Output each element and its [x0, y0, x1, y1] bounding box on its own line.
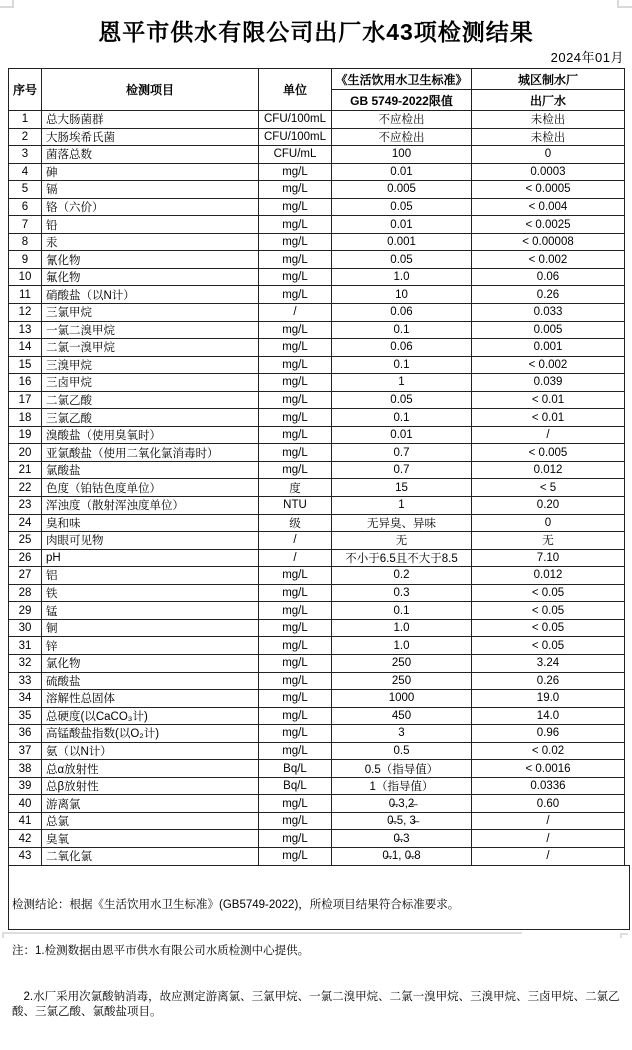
row-limit: 0.01: [332, 163, 472, 181]
row-value: 0.20: [472, 497, 625, 515]
row-value: 0.60: [472, 795, 625, 813]
table-row: [9, 584, 625, 602]
row-unit: mg/L: [259, 426, 332, 444]
row-no: 20: [9, 444, 42, 462]
row-no: 26: [9, 549, 42, 567]
header-item: 检测项目: [42, 69, 259, 111]
row-limit: 0.1: [332, 409, 472, 427]
table-row: [9, 111, 625, 129]
row-limit: 0.06: [332, 304, 472, 322]
row-value: < 0.002: [472, 251, 625, 269]
table-row: [9, 321, 625, 339]
row-item: 亚氯酸盐（使用二氧化氯消毒时）: [42, 444, 259, 462]
row-item: 臭氧: [42, 830, 259, 848]
table-row: [9, 742, 625, 760]
row-value: 3.24: [472, 654, 625, 672]
page-title: 恩平市供水有限公司出厂水43项检测结果: [98, 19, 534, 45]
row-no: 22: [9, 479, 42, 497]
header-limit-line1: 《生活饮用水卫生标准》: [332, 69, 472, 90]
row-limit: 0.3: [332, 584, 472, 602]
row-value: /: [472, 426, 625, 444]
row-unit: mg/L: [259, 391, 332, 409]
row-no: 14: [9, 339, 42, 357]
table-row: [9, 707, 625, 725]
row-limit: 1.0: [332, 637, 472, 655]
row-value: 无: [472, 532, 625, 550]
row-item: 铝: [42, 567, 259, 585]
row-unit: mg/L: [259, 251, 332, 269]
row-no: 6: [9, 198, 42, 216]
row-limit: 0.05: [332, 391, 472, 409]
row-value: 0.0336: [472, 777, 625, 795]
row-value: 0.001: [472, 339, 625, 357]
row-limit: 1.0: [332, 268, 472, 286]
table-row: [9, 356, 625, 374]
row-no: 10: [9, 268, 42, 286]
row-no: 19: [9, 426, 42, 444]
row-item: 三氯甲烷: [42, 304, 259, 322]
row-item: 铁: [42, 584, 259, 602]
table-row: [9, 163, 625, 181]
header-row-1: [9, 69, 625, 90]
row-unit: mg/L: [259, 268, 332, 286]
row-item: 三溴甲烷: [42, 356, 259, 374]
row-unit: 度: [259, 479, 332, 497]
row-item: 一氯二溴甲烷: [42, 321, 259, 339]
table-row: [9, 497, 625, 515]
row-no: 12: [9, 304, 42, 322]
row-limit: 250: [332, 654, 472, 672]
row-no: 29: [9, 602, 42, 620]
row-no: 18: [9, 409, 42, 427]
row-value: < 0.005: [472, 444, 625, 462]
row-no: 21: [9, 461, 42, 479]
row-limit: 1000: [332, 690, 472, 708]
row-value: < 0.05: [472, 637, 625, 655]
table-row: [9, 461, 625, 479]
header-plant-line1: 城区制水厂: [472, 69, 625, 90]
header-limit-line2: GB 5749-2022限值: [332, 90, 472, 111]
row-no: 16: [9, 374, 42, 392]
row-value: 0.0003: [472, 163, 625, 181]
table-row: [9, 479, 625, 497]
row-no: 36: [9, 725, 42, 743]
row-unit: mg/L: [259, 847, 332, 865]
row-limit: 1（指导值）: [332, 777, 472, 795]
row-limit: 0̶.3: [332, 830, 472, 848]
row-value: 19.0: [472, 690, 625, 708]
table-row: [9, 198, 625, 216]
row-no: 33: [9, 672, 42, 690]
row-unit: mg/L: [259, 198, 332, 216]
row-value: 0.26: [472, 286, 625, 304]
row-no: 32: [9, 654, 42, 672]
row-no: 37: [9, 742, 42, 760]
row-value: < 0.05: [472, 584, 625, 602]
row-unit: mg/L: [259, 163, 332, 181]
row-limit: 0.05: [332, 198, 472, 216]
row-limit: 0̶.5, 3̶: [332, 812, 472, 830]
row-limit: 0.1: [332, 356, 472, 374]
row-no: 30: [9, 619, 42, 637]
table-row: [9, 374, 625, 392]
row-value: < 0.0016: [472, 760, 625, 778]
table-row: [9, 549, 625, 567]
row-no: 35: [9, 707, 42, 725]
row-value: < 5: [472, 479, 625, 497]
row-item: 三氯乙酸: [42, 409, 259, 427]
table-row: [9, 286, 625, 304]
row-item: 二氧化氯: [42, 847, 259, 865]
row-limit: 3: [332, 725, 472, 743]
row-no: 7: [9, 216, 42, 234]
row-unit: mg/L: [259, 356, 332, 374]
row-limit: 0.5: [332, 742, 472, 760]
row-unit: mg/L: [259, 216, 332, 234]
row-no: 15: [9, 356, 42, 374]
table-row: [9, 725, 625, 743]
row-unit: CFU/100mL: [259, 128, 332, 146]
row-limit: 0.1: [332, 321, 472, 339]
row-no: 23: [9, 497, 42, 515]
row-limit: 1.0: [332, 619, 472, 637]
row-item: 大肠埃希氏菌: [42, 128, 259, 146]
row-unit: mg/L: [259, 286, 332, 304]
row-limit: 100: [332, 146, 472, 164]
row-unit: CFU/100mL: [259, 111, 332, 129]
header-no: 序号: [9, 69, 42, 111]
row-unit: mg/L: [259, 725, 332, 743]
table-row: [9, 847, 625, 865]
note-line-2: 2.水厂采用次氯酸钠消毒，故应测定游离氯、三氯甲烷、一氯二溴甲烷、二氯一溴甲烷、三溴甲烷、三卤甲烷、二氯乙酸、三氯乙酸、氯酸盐项目。: [12, 990, 620, 1018]
row-item: 铅: [42, 216, 259, 234]
row-value: 0.039: [472, 374, 625, 392]
row-item: 溶解性总固体: [42, 690, 259, 708]
row-item: 氟化物: [42, 268, 259, 286]
row-unit: /: [259, 532, 332, 550]
row-value: < 0.00008: [472, 233, 625, 251]
row-item: 汞: [42, 233, 259, 251]
results-table: [8, 68, 625, 866]
table-row: [9, 672, 625, 690]
row-value: < 0.0005: [472, 181, 625, 199]
table-row: [9, 181, 625, 199]
row-item: 游离氯: [42, 795, 259, 813]
row-unit: mg/L: [259, 181, 332, 199]
row-value: /: [472, 847, 625, 865]
row-item: 硝酸盐（以N计）: [42, 286, 259, 304]
row-no: 39: [9, 777, 42, 795]
table-row: [9, 304, 625, 322]
table-row: [9, 216, 625, 234]
row-unit: /: [259, 549, 332, 567]
row-unit: mg/L: [259, 409, 332, 427]
table-row: [9, 760, 625, 778]
row-no: 25: [9, 532, 42, 550]
row-no: 42: [9, 830, 42, 848]
row-limit: 250: [332, 672, 472, 690]
row-no: 17: [9, 391, 42, 409]
row-unit: mg/L: [259, 830, 332, 848]
row-item: 高锰酸盐指数(以O₂计): [42, 725, 259, 743]
row-value: < 0.0025: [472, 216, 625, 234]
row-value: 14.0: [472, 707, 625, 725]
row-unit: 级: [259, 514, 332, 532]
table-row: [9, 391, 625, 409]
row-item: 总β放射性: [42, 777, 259, 795]
row-unit: mg/L: [259, 637, 332, 655]
table-row: [9, 690, 625, 708]
row-item: 硫酸盐: [42, 672, 259, 690]
table-header: [9, 69, 625, 111]
row-limit: 不应检出: [332, 128, 472, 146]
row-limit: 不应检出: [332, 111, 472, 129]
row-limit: 0.01: [332, 426, 472, 444]
row-limit: 0.1: [332, 602, 472, 620]
row-value: 0.033: [472, 304, 625, 322]
row-limit: 0̶.3,2̶: [332, 795, 472, 813]
header-plant-line2: 出厂水: [472, 90, 625, 111]
row-value: 0.96: [472, 725, 625, 743]
row-no: 3: [9, 146, 42, 164]
row-value: < 0.05: [472, 619, 625, 637]
row-value: < 0.01: [472, 391, 625, 409]
row-value: < 0.004: [472, 198, 625, 216]
row-limit: 0.5（指导值）: [332, 760, 472, 778]
row-unit: mg/L: [259, 567, 332, 585]
row-item: 氯酸盐: [42, 461, 259, 479]
row-unit: mg/L: [259, 672, 332, 690]
table-row: [9, 654, 625, 672]
row-no: 24: [9, 514, 42, 532]
row-no: 2: [9, 128, 42, 146]
row-value: 0.005: [472, 321, 625, 339]
row-item: 三卤甲烷: [42, 374, 259, 392]
page-edge-artifact-top-right: [617, 0, 632, 8]
table-row: [9, 619, 625, 637]
row-value: 7.10: [472, 549, 625, 567]
row-unit: mg/L: [259, 742, 332, 760]
table-row: [9, 128, 625, 146]
table-row: [9, 795, 625, 813]
report-date: 2024年01月: [550, 50, 624, 65]
row-limit: 15: [332, 479, 472, 497]
table-row: [9, 444, 625, 462]
row-item: 铬（六价）: [42, 198, 259, 216]
row-value: 0.06: [472, 268, 625, 286]
table-body: [9, 111, 625, 866]
row-value: 0.012: [472, 567, 625, 585]
row-item: 总氯: [42, 812, 259, 830]
row-no: 34: [9, 690, 42, 708]
row-unit: mg/L: [259, 374, 332, 392]
row-limit: 0.7: [332, 461, 472, 479]
row-limit: 0.01: [332, 216, 472, 234]
row-unit: mg/L: [259, 321, 332, 339]
row-unit: mg/L: [259, 619, 332, 637]
row-value: /: [472, 812, 625, 830]
row-item: 氯化物: [42, 654, 259, 672]
row-unit: mg/L: [259, 602, 332, 620]
row-value: 0.012: [472, 461, 625, 479]
row-unit: mg/L: [259, 707, 332, 725]
table-row: [9, 777, 625, 795]
table-row: [9, 268, 625, 286]
header-unit: 单位: [259, 69, 332, 111]
row-item: 锌: [42, 637, 259, 655]
row-no: 38: [9, 760, 42, 778]
row-no: 8: [9, 233, 42, 251]
row-value: < 0.01: [472, 409, 625, 427]
table-row: [9, 812, 625, 830]
row-unit: mg/L: [259, 654, 332, 672]
table-row: [9, 409, 625, 427]
row-limit: 0.001: [332, 233, 472, 251]
row-no: 31: [9, 637, 42, 655]
row-item: 氰化物: [42, 251, 259, 269]
row-unit: mg/L: [259, 795, 332, 813]
row-limit: 0.06: [332, 339, 472, 357]
row-no: 43: [9, 847, 42, 865]
table-row: [9, 233, 625, 251]
row-item: 二氯乙酸: [42, 391, 259, 409]
row-item: 肉眼可见物: [42, 532, 259, 550]
row-unit: mg/L: [259, 461, 332, 479]
table-row: [9, 426, 625, 444]
row-limit: 0.2: [332, 567, 472, 585]
row-unit: CFU/mL: [259, 146, 332, 164]
row-item: 臭和味: [42, 514, 259, 532]
row-limit: 0.7: [332, 444, 472, 462]
row-limit: 0.05: [332, 251, 472, 269]
table-row: [9, 146, 625, 164]
table-row: [9, 637, 625, 655]
row-limit: 10: [332, 286, 472, 304]
row-item: 二氯一溴甲烷: [42, 339, 259, 357]
row-item: 锰: [42, 602, 259, 620]
row-value: /: [472, 830, 625, 848]
row-item: 色度（铂钴色度单位）: [42, 479, 259, 497]
row-no: 13: [9, 321, 42, 339]
row-limit: 不小于6.5且不大于8.5: [332, 549, 472, 567]
row-unit: mg/L: [259, 339, 332, 357]
row-limit: 450: [332, 707, 472, 725]
row-no: 11: [9, 286, 42, 304]
table-row: [9, 602, 625, 620]
conclusion-line: 检测结论：根据《生活饮用水卫生标准》(GB5749-2022)，所检项目结果符合标准要求。: [12, 899, 460, 912]
table-row: [9, 567, 625, 585]
row-unit: Bq/L: [259, 760, 332, 778]
row-limit: 1: [332, 497, 472, 515]
row-no: 4: [9, 163, 42, 181]
row-item: 铜: [42, 619, 259, 637]
row-unit: NTU: [259, 497, 332, 515]
row-unit: mg/L: [259, 444, 332, 462]
row-value: 0.26: [472, 672, 625, 690]
row-value: 0: [472, 514, 625, 532]
row-item: 浑浊度（散射浑浊度单位）: [42, 497, 259, 515]
note-line-1: 注：1.检测数据由恩平市供水有限公司水质检测中心提供。: [12, 945, 310, 958]
row-unit: mg/L: [259, 233, 332, 251]
row-limit: 无: [332, 532, 472, 550]
row-item: 总硬度(以CaCO₃计): [42, 707, 259, 725]
row-value: 0: [472, 146, 625, 164]
footer-notes: [8, 865, 630, 1018]
row-no: 1: [9, 111, 42, 129]
row-value: < 0.05: [472, 602, 625, 620]
row-limit: 无异臭、异味: [332, 514, 472, 532]
row-item: pH: [42, 549, 259, 567]
row-limit: 1: [332, 374, 472, 392]
row-limit: 0.005: [332, 181, 472, 199]
row-no: 28: [9, 584, 42, 602]
row-item: 镉: [42, 181, 259, 199]
table-row: [9, 251, 625, 269]
row-unit: Bq/L: [259, 777, 332, 795]
row-no: 41: [9, 812, 42, 830]
row-value: 未检出: [472, 128, 625, 146]
row-no: 40: [9, 795, 42, 813]
row-item: 溴酸盐（使用臭氧时）: [42, 426, 259, 444]
row-unit: /: [259, 304, 332, 322]
row-unit: mg/L: [259, 690, 332, 708]
row-no: 5: [9, 181, 42, 199]
row-no: 9: [9, 251, 42, 269]
row-item: 总大肠菌群: [42, 111, 259, 129]
row-value: < 0.002: [472, 356, 625, 374]
row-item: 总α放射性: [42, 760, 259, 778]
row-no: 27: [9, 567, 42, 585]
row-unit: mg/L: [259, 584, 332, 602]
table-row: [9, 514, 625, 532]
row-unit: mg/L: [259, 812, 332, 830]
table-row: [9, 532, 625, 550]
row-value: 未检出: [472, 111, 625, 129]
table-row: [9, 830, 625, 848]
table-row: [9, 339, 625, 357]
page-edge-artifact-top-left: [0, 0, 14, 8]
row-item: 菌落总数: [42, 146, 259, 164]
row-item: 砷: [42, 163, 259, 181]
row-item: 氨（以N计）: [42, 742, 259, 760]
row-limit: 0̶.1, 0̶.8: [332, 847, 472, 865]
row-value: < 0.02: [472, 742, 625, 760]
